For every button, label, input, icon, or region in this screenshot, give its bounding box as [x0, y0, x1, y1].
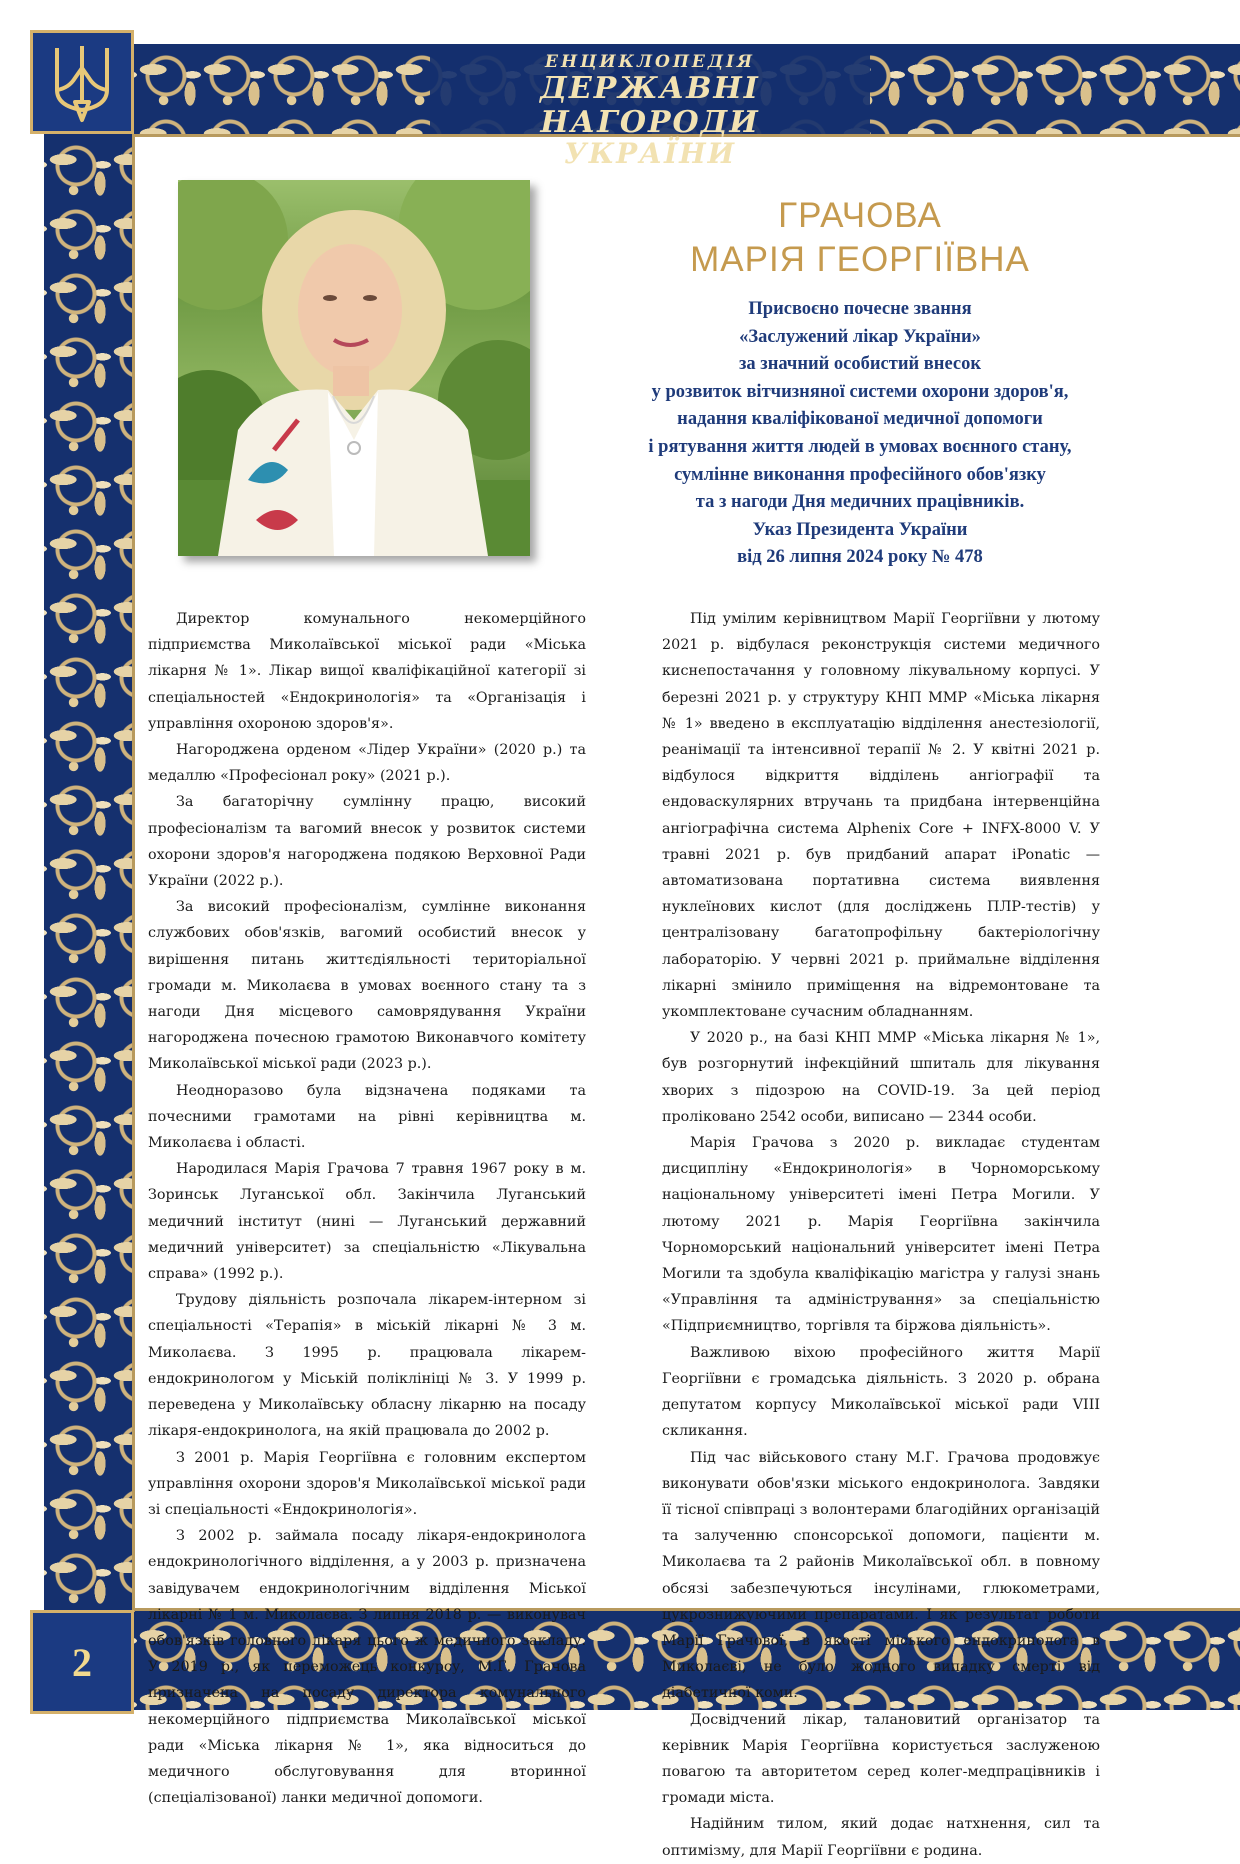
- biography-paragraph: З 2002 р. займала посаду лікаря-ендокринолога ендокринологічного відділення, а у 2003 р. призначена завідувачем ендокринологічним відділення Міської лікарні № 1 м. Миколаєва. З липня 2018 р. — виконувач обов'язків головного лікаря цього ж медичного закладу. У 2019 р., як переможець конкурсу, М.Г. Грачова призначена на посаду директора комунального некомерційного підприємства Миколаївської міської ради «Міська лікарня № 1», яка відноситься до медичного обслуговування для вторинної (спеціалізованої) ланки медичної допомоги.: [148, 1528, 586, 1807]
- biography-paragraph: Під умілим керівництвом Марії Георгіївни у лютому 2021 р. відбулася реконструкція системи медичного киснепостачання у головному лікувальному корпусі. У березні 2021 р. у структуру КНП ММР «Міська лікарня № 1» введено в експлуатацію відділення анестезіології, реанімації та інтенсивної терапії № 2. У квітні 2021 р. відбулося відкриття відділень ангіографії та ендоваскулярних втручань та придбана інтервенційна ангіографічна система Alphenix Core + INFX-8000 V. У травні 2021 р. був придбаний апарат iPonatic — автоматизована портативна система виявлення нуклеїнових кислот (для досліджень ПЛР-тестів) у централізовану багатопрофільну бактеріологічну лабораторію. У червні 2021 р. приймальне відділення лікарні змінило приміщення на відремонтоване та укомплектоване сучасним обладнанням.: [662, 611, 1100, 1021]
- trident-icon: [47, 40, 117, 124]
- award-line: надання кваліфікованої медичної допомоги: [677, 409, 1043, 430]
- award-line: у розвиток вітчизняної системи охорони здоров'я,: [651, 381, 1069, 402]
- biography-right-column: [662, 606, 1100, 1864]
- trident-emblem: [30, 30, 134, 134]
- award-line: Присвоєно почесне звання: [748, 299, 972, 319]
- biography-paragraph: Трудову діяльність розпочала лікарем-інтерном зі спеціальності «Терапія» в міській лікарні № 3 м. Миколаєва. З 1995 р. працювала лікарем-ендокринологом у Міській поліклініці № 3. У 1999 р. переведена у Миколаївську обласну лікарню на посаду лікаря-ендокринолога, на якій працювала до 2002 р.: [148, 1292, 586, 1440]
- person-name: [620, 194, 1100, 282]
- person-given-name: МАРІЯ ГЕОРГІЇВНА: [690, 240, 1030, 279]
- biography-paragraph: У 2020 р., на базі КНП ММР «Міська лікарня № 1», був розгорнутий інфекційний шпиталь для лікування хворих з підозрою на COVID-19. За цей період проліковано 2542 особи, виписано — 2344 особи.: [662, 1030, 1100, 1125]
- encyclopedia-title-plate: [430, 46, 870, 170]
- biography-paragraph: Неодноразово була відзначена подяками та почесними грамотами на рівні керівництва м. Миколаєва і області.: [148, 1082, 586, 1152]
- header-line-1: ЕНЦИКЛОПЕДІЯ: [545, 52, 755, 72]
- award-line: «Заслужений лікар України»: [739, 326, 981, 347]
- biography-paragraph: Під час військового стану М.Г. Грачова продовжує виконувати обов'язки міського ендокринолога. Завдяки її тісної співпраці з волонтерами благодійних організацій та залученню спонсорської допомоги, пацієнти м. Миколаєва та 2 районів Миколаївської обл. в повному обсязі забезпечуються інсулінами, глюкометрами, цукрознижуючими препаратами. І як результат роботи Марії Грачової, в якості міського ендокринолога в Миколаєві, не було жодного випадку смерті від діабетичної коми.: [662, 1449, 1100, 1702]
- person-surname: ГРАЧОВА: [778, 196, 942, 235]
- header-line-3: УКРАЇНИ: [563, 137, 737, 170]
- biography-paragraph: Марія Грачова з 2020 р. викладає студентам дисципліну «Ендокринологія» в Чорноморському національному університеті імені Петра Могили. У лютому 2021 р. Марія Георгіївна закінчила Чорноморський національний університет імені Петра Могили та здобула кваліфікацію магістра у галузі знань «Управління та адміністрування» за спеціальністю «Підприємництво, торгівля та біржова діяльність».: [662, 1135, 1100, 1335]
- award-line: від 26 липня 2024 року № 478: [737, 547, 983, 568]
- biography-paragraph: Надійним тилом, який додає натхнення, сил та оптимізму, для Марії Георгіївни є родина.: [662, 1816, 1100, 1859]
- biography-paragraph: Нагороджена орденом «Лідер України» (2020 р.) та медаллю «Професіонал року» (2021 р.).: [148, 742, 586, 785]
- biography-paragraph: Директор комунального некомерційного підприємства Миколаївської міської ради «Міська лікарня № 1». Лікар вищої кваліфікаційної категорії зі спеціальностей «Ендокринологія» та «Організація і управління охороною здоров'я».: [148, 611, 586, 732]
- biography-paragraph: З 2001 р. Марія Георгіївна є головним експертом управління охорони здоров'я Миколаївської міської ради зі спеціальності «Ендокринологія».: [148, 1449, 586, 1518]
- portrait-photo: [178, 180, 530, 556]
- header-line-2: ДЕРЖАВНІ НАГОРОДИ: [540, 71, 760, 140]
- biography-paragraph: За багаторічну сумлінну працю, високий професіоналізм та вагомий внесок у розвиток системи охорони здоров'я нагороджена подякою Верховної Ради України (2022 р.).: [148, 794, 586, 890]
- biography-paragraph: Досвідчений лікар, талановитий організатор та керівник Марія Георгіївна користується заслуженою повагою та авторитетом серед колег-медпрацівників і громади міста.: [662, 1711, 1100, 1807]
- biography-paragraph: Народилася Марія Грачова 7 травня 1967 року в м. Зоринськ Луганської обл. Закінчила Луганський медичний інститут (нині — Луганський державний медичний університет) за спеціальністю «Лікувальна справа» (1992 р.).: [148, 1161, 586, 1283]
- award-citation: [600, 296, 1120, 572]
- ornament-border-left: [44, 134, 134, 1614]
- biography-left-column: [148, 606, 586, 1811]
- award-line: сумлінне виконання професійного обов'язку: [674, 464, 1046, 485]
- page-number: 2: [30, 1610, 134, 1714]
- biography-paragraph: Важливою віхою професійного життя Марії Георгіївни є громадська діяльність. З 2020 р. обрана депутатом корпусу Миколаївської міської ради VIII скликання.: [662, 1344, 1100, 1440]
- portrait-illustration: [178, 180, 530, 556]
- award-line: та з нагоди Дня медичних працівників.: [695, 492, 1025, 513]
- award-line: і рятування життя людей в умовах воєнного стану,: [648, 436, 1072, 457]
- award-line: за значний особистий внесок: [738, 354, 982, 375]
- border-line-left: [132, 134, 135, 1612]
- biography-paragraph: За високий професіоналізм, сумлінне виконання службових обов'язків, вагомий особистий внесок у вирішення питань життєдіяльності територіальної громади м. Миколаєва в умовах воєнного стану та з нагоди Дня місцевого самоврядування України нагороджена почесною грамотою Виконавчого комітету Миколаївської міської ради (2023 р.).: [148, 899, 586, 1073]
- award-line: Указ Президента України: [752, 519, 968, 540]
